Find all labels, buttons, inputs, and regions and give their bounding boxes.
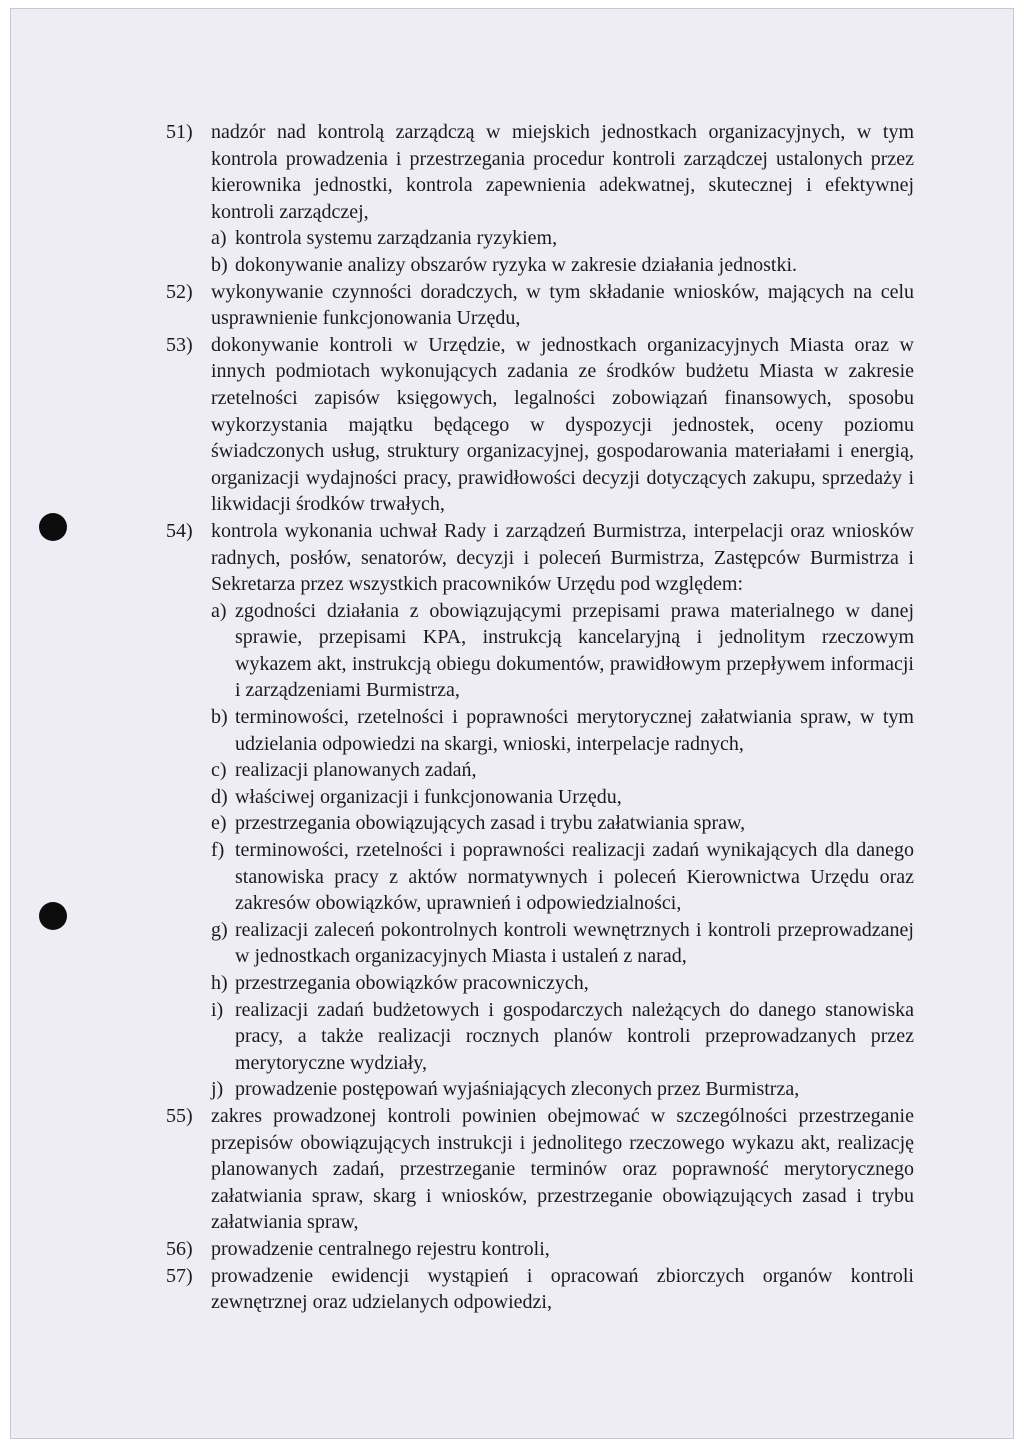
sub-item-letter: i) — [211, 998, 224, 1021]
sub-item — [211, 917, 914, 970]
sub-item-letter: d) — [211, 785, 228, 808]
sub-item-text: kontrola systemu zarządzania ryzykiem, — [235, 227, 558, 250]
sub-item — [211, 970, 914, 997]
sub-item — [211, 784, 914, 811]
item-text: kontrola wykonania uchwał Rady i zarządzeń Burmistrza, interpelacji oraz wniosków radnych, posłów, senatorów, decyzji i poleceń Burmistrza, Zastępców Burmistrza i Sekretarza przez wszystkich pracowników Urzędu pod względem: — [211, 519, 914, 596]
sub-item — [211, 757, 914, 784]
sub-item — [211, 997, 914, 1077]
item-number: 53) — [166, 333, 193, 356]
sub-item-text: właściwej organizacji i funkcjonowania Urzędu, — [235, 785, 622, 808]
item-text: zakres prowadzonej kontroli powinien obejmować w szczególności przestrzeganie przepisów obowiązujących instrukcji i jednolitego rzeczowego wykazu akt, realizację planowanych zadań, przestrzeganie terminów oraz poprawność merytorycznego załatwiania spraw, skarg i wniosków, przestrzeganie obowiązujących zasad i trybu załatwiania spraw, — [211, 1104, 914, 1234]
sub-item-text: terminowości, rzetelności i poprawności realizacji zadań wynikających dla danego stanowiska pracy z aktów normatywnych i poleceń Kierownictwa Urzędu oraz zakresów obowiązków, uprawnień i odpowiedzialności, — [235, 839, 914, 915]
list-item — [11, 1263, 1013, 1316]
item-number: 52) — [166, 280, 193, 303]
sub-item-text: prowadzenie postępowań wyjaśniających zleconych przez Burmistrza, — [235, 1078, 800, 1101]
item-number: 57) — [166, 1264, 193, 1287]
item-number: 55) — [166, 1104, 193, 1127]
item-number: 54) — [166, 519, 193, 542]
item-text: dokonywanie kontroli w Urzędzie, w jednostkach organizacyjnych Miasta oraz w innych podmiotach wykonujących zadania ze środków budżetu Miasta w zakresie rzetelności zapisów księgowych, legalności zobowiązań finansowych, sposobu wykorzystania majątku będącego w dyspozycji jednostek, oceny poziomu świadczonych usług, struktury organizacyjnej, gospodarowania materiałami i energią, organizacji wydajności pracy, prawidłowości decyzji dotyczących zakupu, sprzedaży i likwidacji środków trwałych, — [211, 333, 914, 516]
sub-item — [211, 810, 914, 837]
item-text: prowadzenie centralnego rejestru kontroli, — [211, 1237, 550, 1260]
sub-item — [211, 704, 914, 757]
sub-item-letter: b) — [211, 706, 228, 729]
list-item — [11, 279, 1013, 332]
sub-item-letter: f) — [211, 839, 225, 862]
item-number: 56) — [166, 1237, 193, 1260]
list-item — [11, 518, 1013, 1103]
item-text: prowadzenie ewidencji wystąpień i opracowań zbiorczych organów kontroli zewnętrznej oraz udzielanych odpowiedzi, — [211, 1264, 914, 1314]
sub-item-text: przestrzegania obowiązków pracowniczych, — [235, 972, 589, 994]
scanned-page — [10, 8, 1014, 1439]
sub-item-letter: b) — [211, 253, 228, 276]
sub-item-text: przestrzegania obowiązujących zasad i trybu załatwiania spraw, — [235, 812, 746, 835]
numbered-list — [11, 119, 1013, 1316]
sub-item-letter: a) — [211, 227, 227, 250]
sub-item — [211, 225, 914, 252]
list-item — [11, 1236, 1013, 1263]
sub-item-letter: c) — [211, 759, 227, 782]
item-text: nadzór nad kontrolą zarządczą w miejskich jednostkach organizacyjnych, w tym kontrola prowadzenia i przestrzegania procedur kontroli zarządczej ustalonych przez kierownika jednostki, kontrola zapewnienia adekwatnej, skutecznej i efektywnej kontroli zarządczej, — [211, 121, 914, 223]
sub-item-text: realizacji zaleceń pokontrolnych kontroli wewnętrznych i kontroli przeprowadzanej w jednostkach organizacyjnych Miasta i ustaleń z narad, — [235, 918, 914, 968]
list-item — [11, 1103, 1013, 1236]
sub-item-letter: h) — [211, 972, 228, 994]
sub-item — [211, 1076, 914, 1103]
sub-item-letter: j) — [211, 1078, 224, 1101]
item-text: wykonywanie czynności doradczych, w tym składanie wniosków, mających na celu usprawnienie funkcjonowania Urzędu, — [211, 280, 914, 330]
sub-item — [211, 598, 914, 704]
sub-item — [211, 837, 914, 917]
list-item — [11, 332, 1013, 518]
sub-item-text: dokonywanie analizy obszarów ryzyka w zakresie działania jednostki. — [235, 253, 798, 276]
sub-item-text: terminowości, rzetelności i poprawności merytorycznej załatwiania spraw, w tym udzielania odpowiedzi na skargi, wnioski, interpelacje radnych, — [235, 706, 914, 755]
sub-item — [211, 252, 914, 279]
item-number: 51) — [166, 121, 193, 143]
sub-item-letter: g) — [211, 918, 228, 941]
sub-item-text: realizacji planowanych zadań, — [235, 759, 477, 782]
sub-item-text: realizacji zadań budżetowych i gospodarczych należących do danego stanowiska pracy, a także realizacji rocznych planów kontroli przeprowadzanych przez merytoryczne wydziały, — [235, 998, 914, 1074]
sub-item-letter: a) — [211, 599, 227, 622]
sub-item-text: zgodności działania z obowiązującymi przepisami prawa materialnego w danej sprawie, przepisami KPA, instrukcją kancelaryjną i jednolitym rzeczowym wykazem akt, instrukcją obiegu dokumentów, prawidłowym przepływem informacji i zarządzeniami Burmistrza, — [235, 599, 914, 702]
list-item — [11, 119, 1013, 279]
sub-item-letter: e) — [211, 812, 227, 835]
